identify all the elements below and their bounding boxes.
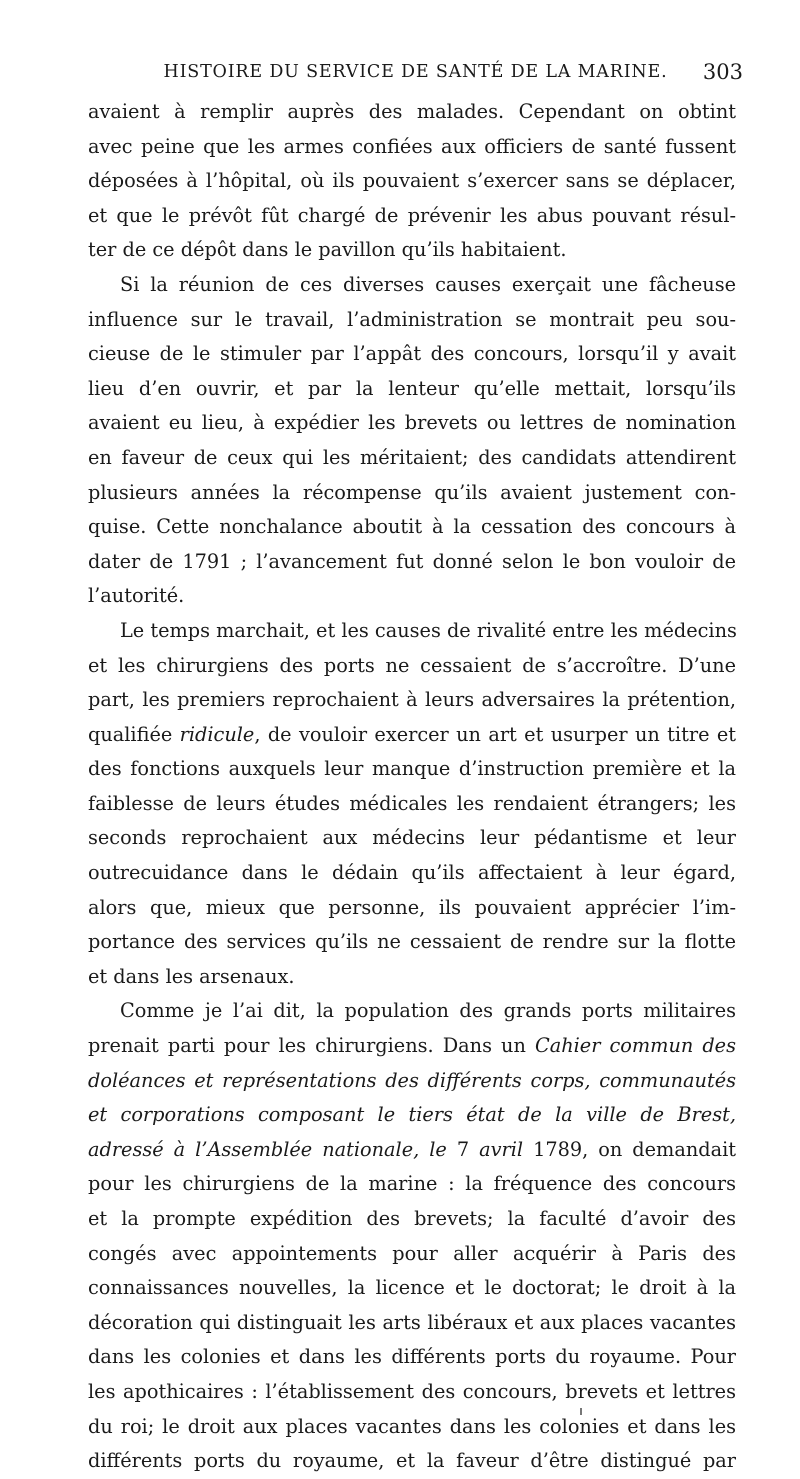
text-span: et les chirurgiens des ports ne cessaient de s’accroître. D’une [88,653,736,677]
italic-text: adressé à l’Assemblée nationale, le [88,1137,447,1161]
text-line [88,787,736,822]
text-span: Le temps marchait, et les causes de rivalité entre les médecins [120,618,737,642]
page-number: 303 [702,60,743,84]
text-line [88,1133,736,1168]
text-line [88,233,736,268]
text-span: , de vouloir exercer un art et usurper un titre et [254,722,737,746]
text-line [88,1306,736,1341]
text-line [88,579,736,614]
text-span: alors que, mieux que personne, ils pouvaient apprécier l’im- [88,895,736,919]
text-line [88,303,736,338]
text-line [88,268,736,303]
text-line [88,683,736,718]
italic-text: ridicule [179,722,255,746]
text-span: prenait parti pour les chirurgiens. Dans un [88,1034,535,1058]
italic-text: Cahier commun des [534,1034,736,1058]
text-span: du roi; le droit aux places vacantes dans les colonies et dans les [88,1414,736,1438]
text-span: avaient eu lieu, à expédier les brevets ou lettres de nomination [88,411,736,435]
text-line [88,821,736,856]
italic-text: doléances et représentations des différents corps, communautés [88,1068,736,1092]
text-span: avaient à remplir auprès des malades. Cependant on obtint [88,100,736,123]
text-span: connaissances nouvelles, la licence et le doctorat; le droit à la [88,1276,736,1300]
text-span: seconds reprochaient aux médecins leur pédantisme et leur [88,826,736,850]
text-span: Comme je l’ai dit, la population des grands ports militaires [120,999,736,1023]
text-span: pour les chirurgiens de la marine : la fréquence des concours [88,1172,736,1196]
text-line [88,856,736,891]
text-line [88,441,736,476]
text-span: part, les premiers reprochaient à leurs adversaires la prétention, [88,688,736,712]
text-line [88,545,736,580]
print-mark [580,1408,582,1415]
text-span: l’autorité. [88,584,185,608]
text-line [88,1029,736,1064]
text-span: en faveur de ceux qui les méritaient; des candidats attendirent [88,445,736,469]
text-span: Si la réunion de ces diverses causes exerçait une fâcheuse [120,272,736,296]
text-span: dans les colonies et dans les différents ports du royaume. Pour [88,1345,736,1369]
text-span: avec peine que les armes confiées aux officiers de santé fussent [88,134,736,158]
text-span: 7 [446,1137,480,1161]
text-line [88,476,736,511]
text-line [88,1202,736,1237]
text-line [88,1098,736,1133]
text-span: cieuse de le stimuler par l’appât des concours, lorsqu’il y avait [88,342,736,366]
text-line [88,337,736,372]
text-span: congés avec appointements pour aller acquérir à Paris des [88,1241,736,1265]
text-span: dater de 1791 ; l’avancement fut donné selon le bon vouloir de [88,549,736,573]
text-span: lieu d’en ouvrir, et par la lenteur qu’elle mettait, lorsqu’ils [88,376,736,400]
text-line [88,649,736,684]
text-span: et la prompte expédition des brevets; la faculté d’avoir des [88,1207,736,1230]
text-line [88,406,736,441]
text-line [88,614,736,649]
text-span: 1789, on demandait [523,1137,737,1161]
text-line [88,1340,736,1375]
body-text [88,95,736,1479]
text-line [88,1271,736,1306]
text-span: les apothicaires : l’établissement des concours, brevets et lettres [88,1379,736,1403]
text-span: qualifiée [88,722,180,746]
text-line [88,199,736,234]
text-span: faiblesse de leurs études médicales les rendaient étrangers; les [88,791,736,815]
text-line [88,718,736,753]
text-span: ter de ce dépôt dans le pavillon qu’ils habitaient. [88,238,567,262]
italic-text: et corporations composant le tiers état de la ville de Brest, [88,1103,736,1127]
text-line [88,891,736,926]
text-line [88,925,736,960]
text-line [88,1064,736,1099]
text-span: déposées à l’hôpital, où ils pouvaient s’exercer sans se déplacer, [88,169,736,193]
text-line [88,994,736,1029]
text-span: portance des services qu’ils ne cessaient de rendre sur la flotte [88,930,736,954]
text-line [88,164,736,199]
text-line [88,1410,736,1445]
text-span: plusieurs années la récompense qu’ils avaient justement con- [88,480,736,504]
text-span: quise. Cette nonchalance aboutit à la cessation des concours à [88,515,736,539]
text-line [88,130,736,165]
text-span: décoration qui distinguait les arts libéraux et aux places vacantes [88,1310,736,1334]
text-line [88,960,736,995]
page-header [88,60,743,90]
text-span: et dans les arsenaux. [88,964,295,988]
text-line [88,510,736,545]
text-line [88,372,736,407]
italic-text: avril [479,1137,524,1161]
text-line [88,1375,736,1410]
text-line [88,95,736,130]
text-line [88,1444,736,1479]
text-span: et que le prévôt fût chargé de prévenir les abus pouvant résul- [88,203,736,227]
text-span: des fonctions auxquels leur manque d’instruction première et la [88,757,736,781]
text-span: influence sur le travail, l’administration se montrait peu sou- [88,307,736,331]
text-span: outrecuidance dans le dédain qu’ils affectaient à leur égard, [88,861,736,885]
text-span: différents ports du royaume, et la faveur d’être distingué par [88,1449,736,1473]
text-line [88,1167,736,1202]
text-line [88,1237,736,1272]
text-line [88,752,736,787]
running-head: HISTOIRE DU SERVICE DE SANTÉ DE LA MARINE. [163,62,668,82]
